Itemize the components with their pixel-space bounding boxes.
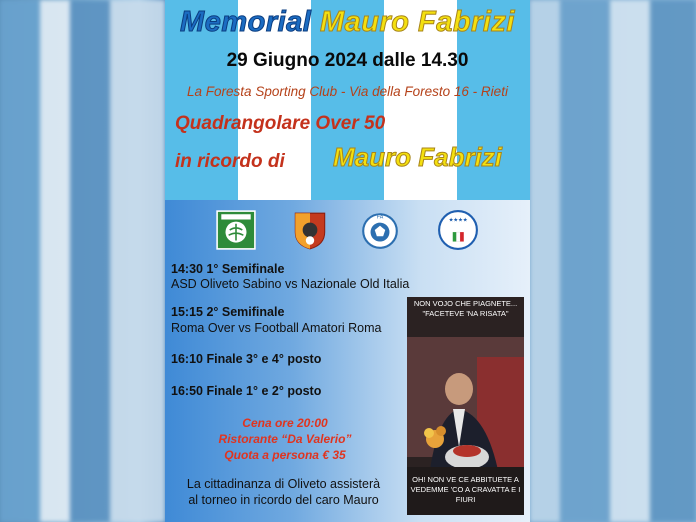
- schedule-match-2: Roma Over vs Football Amatori Roma: [171, 321, 382, 335]
- caption-bottom-line-2: VEDEMME 'CO A CRAVATTA E I: [410, 485, 521, 494]
- schedule-item-4: [171, 384, 321, 398]
- schedule-time: 15:15: [171, 305, 203, 319]
- caption-bottom-line-1: OH! NON VE CE ABBITUETE A: [412, 475, 519, 484]
- dinner-price: Quota a persona € 35: [224, 448, 346, 462]
- schedule-label: 2° Semifinale: [206, 305, 285, 319]
- poster-header: [165, 0, 530, 200]
- closing-line-2: al torneo in ricordo del caro Mauro: [188, 493, 379, 507]
- title-memorial: Memorial: [180, 6, 312, 38]
- memorial-photo: [407, 297, 524, 515]
- caption-top-line-2: "FACETEVE 'NA RISATA": [422, 309, 509, 318]
- closing-line-1: La cittadinanza di Oliveto assisterà: [186, 477, 381, 491]
- dinner-info: [205, 415, 365, 463]
- background-left-blur: [0, 0, 165, 522]
- schedule-match-1: ASD Oliveto Sabino vs Nazionale Old Italia: [171, 277, 410, 291]
- photo-caption-top: [407, 299, 524, 319]
- event-date: 29 Giugno 2024 dalle 14.30: [226, 50, 469, 71]
- schedule-item-1: [171, 262, 284, 276]
- photo-caption-bottom: [407, 475, 524, 505]
- roma-over-logo: [289, 209, 331, 251]
- in-memory-name: Mauro Fabrizi: [333, 142, 503, 172]
- event-subtitle: Quadrangolare Over 50: [175, 113, 386, 134]
- in-memory-label: in ricordo di: [175, 151, 285, 172]
- schedule-item-2: [171, 305, 284, 319]
- dinner-time: Cena ore 20:00: [242, 416, 328, 430]
- schedule-label: Finale 1° e 2° posto: [206, 384, 322, 398]
- schedule-label: 1° Semifinale: [206, 262, 285, 276]
- football-amatori-logo: [359, 209, 401, 251]
- caption-top-line-1: NON VOJO CHE PIAGNETE...: [413, 299, 518, 308]
- caption-bottom-line-3: FIURI: [455, 495, 476, 504]
- oliveto-sabino-logo: [215, 209, 257, 251]
- schedule-time: 16:50: [171, 384, 203, 398]
- schedule-label: Finale 3° e 4° posto: [206, 352, 322, 366]
- title-name: Mauro Fabrizi: [319, 6, 515, 38]
- schedule-time: 16:10: [171, 352, 203, 366]
- schedule-time: 14:30: [171, 262, 203, 276]
- event-poster: [165, 0, 530, 522]
- nazionale-old-italia-logo: [437, 209, 479, 251]
- event-venue: La Foresta Sporting Club - Via della Foresto 16 - Rieti: [187, 84, 508, 99]
- svg-text:FA: FA: [376, 214, 384, 221]
- poster-title: [165, 6, 530, 39]
- closing-text: [171, 476, 396, 508]
- background-right-blur: [530, 0, 696, 522]
- schedule-item-3: [171, 352, 321, 366]
- dinner-restaurant: Ristorante “Da Valerio”: [218, 432, 352, 446]
- svg-text:★★★★: ★★★★: [448, 217, 468, 224]
